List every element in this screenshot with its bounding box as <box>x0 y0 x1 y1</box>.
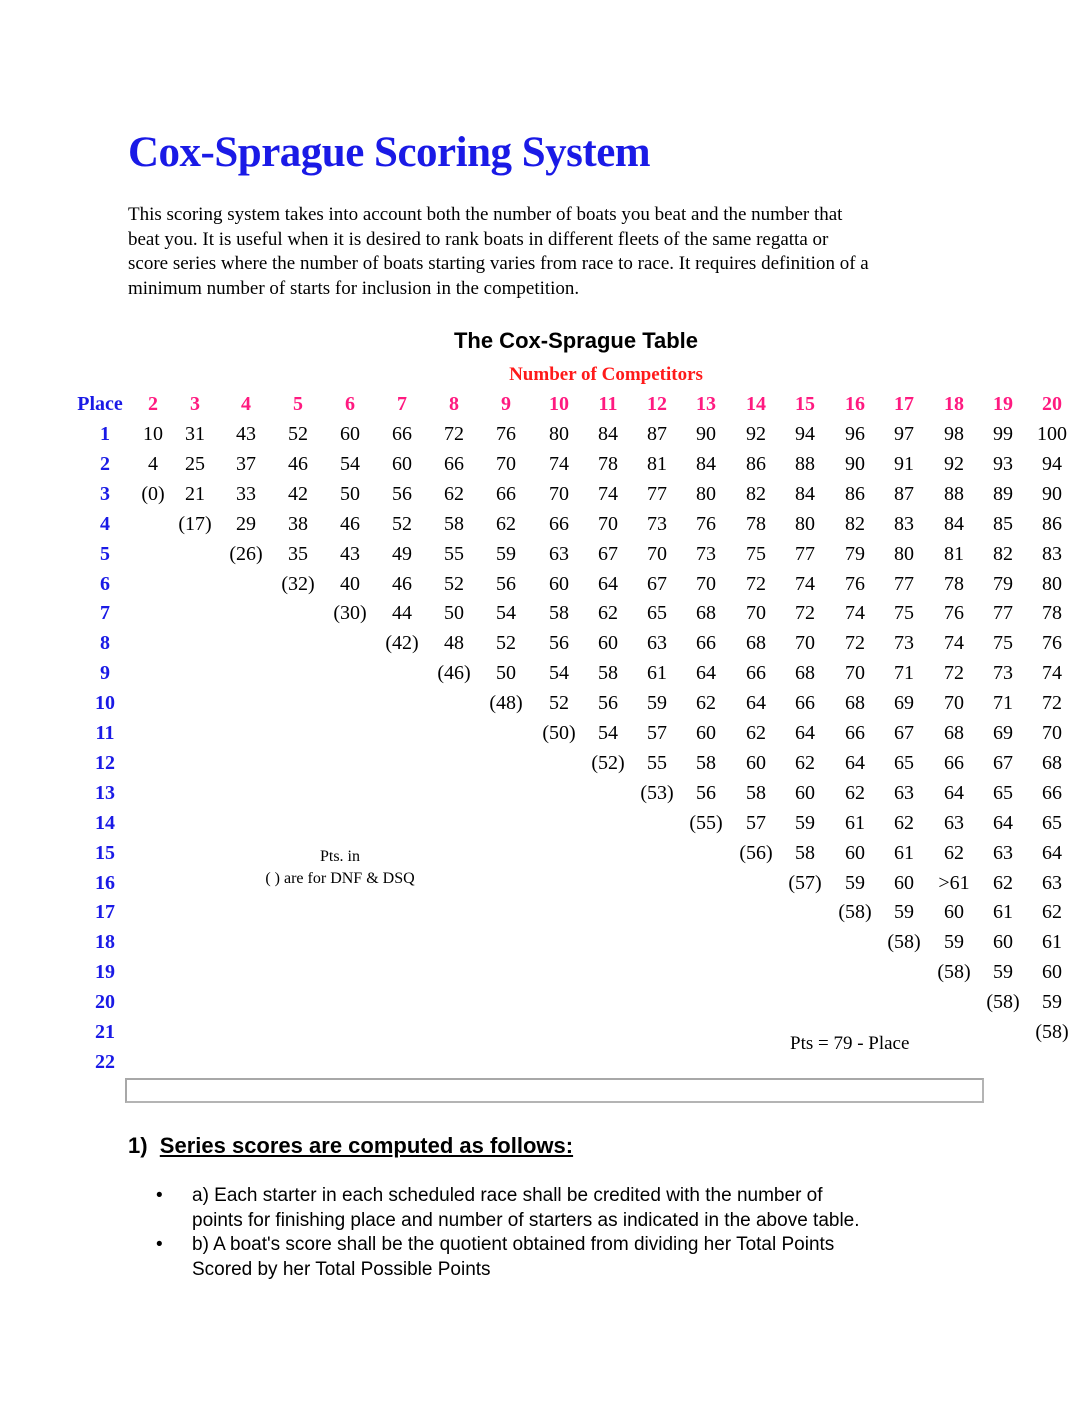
rule-line: a) Each starter in each scheduled race shall be credited with the number of <box>192 1185 823 1206</box>
score-cell: 64 <box>598 573 618 595</box>
score-cell: 67 <box>598 543 618 565</box>
score-cell: 62 <box>496 513 516 535</box>
score-cell: 66 <box>746 662 766 684</box>
score-cell: 63 <box>993 842 1013 864</box>
score-cell: 61 <box>993 901 1013 923</box>
score-cell: 78 <box>746 513 766 535</box>
score-cell: 44 <box>392 602 412 624</box>
score-cell: 68 <box>845 692 865 714</box>
place-row-header: 4 <box>100 513 110 535</box>
score-cell: 68 <box>944 722 964 744</box>
score-cell: 58 <box>549 602 569 624</box>
score-cell: 60 <box>598 632 618 654</box>
score-cell: 64 <box>993 812 1013 834</box>
score-cell: (56) <box>739 842 773 864</box>
score-cell: 74 <box>845 602 865 624</box>
score-cell: 50 <box>340 483 360 505</box>
place-row-header: 13 <box>95 782 115 804</box>
place-row-header: 6 <box>100 573 110 595</box>
score-cell: 66 <box>444 453 464 475</box>
score-cell: 81 <box>647 453 667 475</box>
score-cell: 88 <box>795 453 815 475</box>
score-cell: 65 <box>1042 812 1062 834</box>
score-cell: 86 <box>1042 513 1062 535</box>
score-cell: 76 <box>944 602 964 624</box>
score-cell: 57 <box>746 812 766 834</box>
score-cell: 60 <box>696 722 716 744</box>
score-cell: 94 <box>1042 453 1062 475</box>
score-cell: 56 <box>392 483 412 505</box>
competitor-count-header: 12 <box>647 393 667 415</box>
score-cell: 58 <box>598 662 618 684</box>
score-cell: 69 <box>993 722 1013 744</box>
score-cell: 93 <box>993 453 1013 475</box>
score-cell: 66 <box>795 692 815 714</box>
score-cell: 62 <box>845 782 865 804</box>
score-cell: 43 <box>236 423 256 445</box>
score-cell: 77 <box>993 602 1013 624</box>
score-cell: (42) <box>385 632 419 654</box>
bullet-icon: • <box>156 1234 163 1255</box>
competitor-count-header: 7 <box>397 393 407 415</box>
score-cell: (58) <box>838 901 872 923</box>
score-cell: 71 <box>993 692 1013 714</box>
score-cell: 52 <box>392 513 412 535</box>
score-cell: 59 <box>647 692 667 714</box>
score-cell: 76 <box>1042 632 1062 654</box>
score-cell: 83 <box>1042 543 1062 565</box>
score-cell: 60 <box>993 931 1013 953</box>
score-cell: 60 <box>894 872 914 894</box>
score-cell: 46 <box>392 573 412 595</box>
score-cell: 66 <box>1042 782 1062 804</box>
place-row-header: 17 <box>95 901 115 923</box>
competitor-count-header: 16 <box>845 393 865 415</box>
score-cell: 43 <box>340 543 360 565</box>
place-column-label: Place <box>77 393 123 415</box>
place-row-header: 8 <box>100 632 110 654</box>
score-cell: 74 <box>1042 662 1062 684</box>
intro-line: beat you. It is useful when it is desired to rank boats in different fleets of the same regatta or <box>128 228 829 250</box>
place-row-header: 12 <box>95 752 115 774</box>
score-cell: 50 <box>496 662 516 684</box>
score-cell: 66 <box>549 513 569 535</box>
score-cell: 60 <box>944 901 964 923</box>
score-cell: 72 <box>944 662 964 684</box>
score-cell: 62 <box>795 752 815 774</box>
place-row-header: 22 <box>95 1051 115 1073</box>
score-cell: 56 <box>549 632 569 654</box>
score-cell: 83 <box>894 513 914 535</box>
score-cell: (17) <box>178 513 212 535</box>
score-cell: 60 <box>845 842 865 864</box>
score-cell: 69 <box>894 692 914 714</box>
score-cell: 55 <box>444 543 464 565</box>
score-cell: 52 <box>549 692 569 714</box>
score-cell: 92 <box>746 423 766 445</box>
score-cell: 70 <box>696 573 716 595</box>
score-cell: 76 <box>496 423 516 445</box>
score-cell: 48 <box>444 632 464 654</box>
score-cell: 78 <box>1042 602 1062 624</box>
rule-line: points for finishing place and number of starters as indicated in the above table. <box>192 1209 860 1231</box>
score-cell: 29 <box>236 513 256 535</box>
place-row-header: 7 <box>100 602 110 624</box>
score-cell: 62 <box>444 483 464 505</box>
score-cell: 62 <box>894 812 914 834</box>
note-line: ( ) are for DNF & DSQ <box>265 870 415 887</box>
score-cell: 92 <box>944 453 964 475</box>
score-cell: (58) <box>986 991 1020 1013</box>
score-cell: 70 <box>647 543 667 565</box>
score-cell: 68 <box>746 632 766 654</box>
score-cell: 75 <box>894 602 914 624</box>
score-cell: 58 <box>696 752 716 774</box>
score-cell: (0) <box>141 483 165 505</box>
place-row-header: 3 <box>100 483 110 505</box>
score-cell: 64 <box>696 662 716 684</box>
score-cell: 84 <box>598 423 618 445</box>
score-cell: 65 <box>894 752 914 774</box>
score-cell: 59 <box>1042 991 1062 1013</box>
score-cell: 58 <box>746 782 766 804</box>
place-row-header: 15 <box>95 842 115 864</box>
score-cell: 21 <box>185 483 205 505</box>
score-cell: 80 <box>795 513 815 535</box>
competitor-count-header: 4 <box>241 393 251 415</box>
score-cell: 60 <box>340 423 360 445</box>
score-cell: 59 <box>845 872 865 894</box>
section-heading <box>128 1133 573 1159</box>
score-cell: 4 <box>148 453 158 475</box>
score-cell: (46) <box>437 662 471 684</box>
score-cell: 78 <box>944 573 964 595</box>
score-cell: 63 <box>549 543 569 565</box>
rule-line: b) A boat's score shall be the quotient obtained from dividing her Total Points <box>192 1234 835 1255</box>
score-cell: 80 <box>549 423 569 445</box>
score-cell: 54 <box>496 602 516 624</box>
score-cell: 70 <box>795 632 815 654</box>
competitor-count-header: 9 <box>501 393 511 415</box>
score-cell: 67 <box>894 722 914 744</box>
score-cell: 70 <box>1042 722 1062 744</box>
horizontal-divider-bar <box>125 1078 984 1103</box>
score-cell: 86 <box>845 483 865 505</box>
score-cell: 66 <box>696 632 716 654</box>
score-cell: 35 <box>288 543 308 565</box>
score-cell: 56 <box>496 573 516 595</box>
score-cell: 63 <box>647 632 667 654</box>
score-cell: 66 <box>944 752 964 774</box>
intro-line: This scoring system takes into account both the number of boats you beat and the number that <box>128 204 843 225</box>
score-cell: (58) <box>937 961 971 983</box>
list-item <box>156 1233 1036 1282</box>
rules-list <box>156 1184 1036 1282</box>
score-cell: 40 <box>340 573 360 595</box>
score-cell: 90 <box>1042 483 1062 505</box>
score-cell: 79 <box>845 543 865 565</box>
rule-line: Scored by her Total Possible Points <box>192 1258 491 1280</box>
place-row-header: 10 <box>95 692 115 714</box>
score-cell: (32) <box>281 573 315 595</box>
score-cell: (53) <box>640 782 674 804</box>
place-row-header: 19 <box>95 961 115 983</box>
score-cell: 68 <box>795 662 815 684</box>
score-cell: 78 <box>598 453 618 475</box>
bullet-icon: • <box>156 1185 163 1206</box>
score-cell: 63 <box>1042 872 1062 894</box>
competitor-count-header: 19 <box>993 393 1013 415</box>
score-cell: 70 <box>944 692 964 714</box>
score-cell: 63 <box>894 782 914 804</box>
place-row-header: 1 <box>100 423 110 445</box>
score-cell: 25 <box>185 453 205 475</box>
score-cell: 74 <box>549 453 569 475</box>
table-title: The Cox-Sprague Table <box>453 328 699 353</box>
score-cell: 90 <box>845 453 865 475</box>
score-cell: 58 <box>444 513 464 535</box>
score-cell: 94 <box>795 423 815 445</box>
competitors-label: Number of Competitors <box>509 364 703 385</box>
score-cell: 72 <box>444 423 464 445</box>
score-cell: 66 <box>845 722 865 744</box>
score-cell: 60 <box>795 782 815 804</box>
score-cell: 67 <box>993 752 1013 774</box>
score-cell: 61 <box>647 662 667 684</box>
score-cell: 63 <box>944 812 964 834</box>
score-cell: 84 <box>795 483 815 505</box>
score-cell: 60 <box>746 752 766 774</box>
score-cell: 64 <box>795 722 815 744</box>
place-row-header: 21 <box>95 1021 115 1043</box>
competitor-count-header: 18 <box>944 393 964 415</box>
score-cell: 59 <box>496 543 516 565</box>
score-cell: 59 <box>993 961 1013 983</box>
score-cell: 54 <box>549 662 569 684</box>
score-cell: 76 <box>696 513 716 535</box>
score-cell: 84 <box>696 453 716 475</box>
score-cell: 74 <box>598 483 618 505</box>
score-cell: (55) <box>689 812 723 834</box>
score-cell: 62 <box>1042 901 1062 923</box>
score-cell: 64 <box>845 752 865 774</box>
score-cell: (58) <box>1035 1021 1069 1043</box>
dnf-dsq-note <box>230 846 450 890</box>
score-cell: 72 <box>1042 692 1062 714</box>
score-cell: 76 <box>845 573 865 595</box>
place-row-header: 16 <box>95 872 115 894</box>
score-cell: 70 <box>746 602 766 624</box>
score-cell: 80 <box>1042 573 1062 595</box>
score-cell: 59 <box>944 931 964 953</box>
score-cell: 52 <box>496 632 516 654</box>
score-cell: 50 <box>444 602 464 624</box>
score-cell: 57 <box>647 722 667 744</box>
place-row-header: 14 <box>95 812 115 834</box>
score-cell: 72 <box>845 632 865 654</box>
score-cell: 31 <box>185 423 205 445</box>
score-cell: 73 <box>993 662 1013 684</box>
page-title: Cox-Sprague Scoring System <box>128 129 651 176</box>
score-cell: 84 <box>944 513 964 535</box>
competitor-count-header: 20 <box>1042 393 1062 415</box>
list-item <box>156 1184 1036 1233</box>
score-cell: 73 <box>696 543 716 565</box>
place-row-header: 5 <box>100 543 110 565</box>
score-cell: 72 <box>795 602 815 624</box>
score-cell: 70 <box>598 513 618 535</box>
place-row-header: 11 <box>95 722 115 744</box>
competitor-count-header: 17 <box>894 393 914 415</box>
score-cell: 88 <box>944 483 964 505</box>
note-line: Pts. in <box>319 848 360 865</box>
points-formula: Pts = 79 - Place <box>790 1033 910 1054</box>
score-cell: 54 <box>598 722 618 744</box>
score-cell: 86 <box>746 453 766 475</box>
score-cell: 70 <box>496 453 516 475</box>
score-cell: 68 <box>696 602 716 624</box>
score-cell: 55 <box>647 752 667 774</box>
score-cell: 58 <box>795 842 815 864</box>
score-cell: 70 <box>845 662 865 684</box>
score-cell: (57) <box>788 872 822 894</box>
place-row-header: 2 <box>100 453 110 475</box>
score-cell: 73 <box>894 632 914 654</box>
score-cell: >61 <box>938 872 970 894</box>
score-cell: 80 <box>894 543 914 565</box>
score-cell: 59 <box>894 901 914 923</box>
competitor-count-header: 8 <box>449 393 459 415</box>
score-cell: 33 <box>236 483 256 505</box>
score-cell: 90 <box>696 423 716 445</box>
score-cell: 66 <box>392 423 412 445</box>
score-cell: 62 <box>696 692 716 714</box>
competitor-count-header: 6 <box>345 393 355 415</box>
score-cell: 52 <box>444 573 464 595</box>
score-cell: 64 <box>1042 842 1062 864</box>
score-cell: 67 <box>647 573 667 595</box>
score-cell: 77 <box>795 543 815 565</box>
score-cell: 81 <box>944 543 964 565</box>
score-cell: 46 <box>340 513 360 535</box>
score-cell: 66 <box>496 483 516 505</box>
score-cell: 75 <box>993 632 1013 654</box>
score-cell: 82 <box>993 543 1013 565</box>
score-cell: 74 <box>795 573 815 595</box>
score-cell: 62 <box>746 722 766 744</box>
score-cell: 72 <box>746 573 766 595</box>
competitor-count-header: 5 <box>293 393 303 415</box>
score-cell: 54 <box>340 453 360 475</box>
score-cell: 82 <box>746 483 766 505</box>
score-cell: 56 <box>696 782 716 804</box>
score-cell: 61 <box>1042 931 1062 953</box>
score-cell: 42 <box>288 483 308 505</box>
score-cell: 80 <box>696 483 716 505</box>
competitor-count-header: 2 <box>148 393 158 415</box>
place-row-header: 18 <box>95 931 115 953</box>
intro-line: minimum number of starts for inclusion in the competition. <box>128 277 580 299</box>
score-cell: 74 <box>944 632 964 654</box>
competitor-count-header: 14 <box>746 393 766 415</box>
score-cell: (30) <box>333 602 367 624</box>
score-cell: 62 <box>944 842 964 864</box>
competitor-count-header: 11 <box>598 393 618 415</box>
score-cell: 37 <box>236 453 256 475</box>
score-cell: 73 <box>647 513 667 535</box>
score-cell: 79 <box>993 573 1013 595</box>
score-cell: 65 <box>993 782 1013 804</box>
score-cell: 100 <box>1037 423 1067 445</box>
score-cell: 62 <box>993 872 1013 894</box>
score-cell: 60 <box>1042 961 1062 983</box>
score-cell: 77 <box>894 573 914 595</box>
score-cell: 60 <box>392 453 412 475</box>
score-cell: 61 <box>894 842 914 864</box>
score-cell: 77 <box>647 483 667 505</box>
section-number: 1) <box>128 1133 148 1158</box>
score-cell: 46 <box>288 453 308 475</box>
section-heading-text: Series scores are computed as follows: <box>159 1133 574 1158</box>
score-cell: 59 <box>795 812 815 834</box>
score-cell: 56 <box>598 692 618 714</box>
score-cell: 97 <box>894 423 914 445</box>
place-row-header: 20 <box>95 991 115 1013</box>
score-cell: 85 <box>993 513 1013 535</box>
score-cell: 49 <box>392 543 412 565</box>
score-cell: 64 <box>944 782 964 804</box>
place-row-header: 9 <box>100 662 110 684</box>
score-cell: 62 <box>598 602 618 624</box>
score-cell: (48) <box>489 692 523 714</box>
competitor-count-header: 10 <box>549 393 569 415</box>
score-cell: 60 <box>549 573 569 595</box>
intro-line: score series where the number of boats starting varies from race to race. It requires definition of a <box>128 253 869 274</box>
score-cell: 82 <box>845 513 865 535</box>
score-cell: 64 <box>746 692 766 714</box>
score-cell: (52) <box>591 752 625 774</box>
score-cell: 87 <box>647 423 667 445</box>
score-cell: 98 <box>944 423 964 445</box>
competitor-count-header: 15 <box>795 393 815 415</box>
score-cell: 65 <box>647 602 667 624</box>
score-cell: 87 <box>894 483 914 505</box>
competitor-count-header: 13 <box>696 393 716 415</box>
score-cell: 89 <box>993 483 1013 505</box>
score-cell: 71 <box>894 662 914 684</box>
score-cell: 68 <box>1042 752 1062 774</box>
score-cell: 75 <box>746 543 766 565</box>
score-cell: 96 <box>845 423 865 445</box>
score-cell: 99 <box>993 423 1013 445</box>
score-cell: (50) <box>542 722 576 744</box>
score-cell: 10 <box>143 423 163 445</box>
score-cell: 91 <box>894 453 914 475</box>
score-cell: 70 <box>549 483 569 505</box>
score-cell: 52 <box>288 423 308 445</box>
competitor-count-header: 3 <box>190 393 200 415</box>
score-cell: 61 <box>845 812 865 834</box>
score-cell: 38 <box>288 513 308 535</box>
score-cell: (58) <box>887 931 921 953</box>
score-cell: (26) <box>229 543 263 565</box>
